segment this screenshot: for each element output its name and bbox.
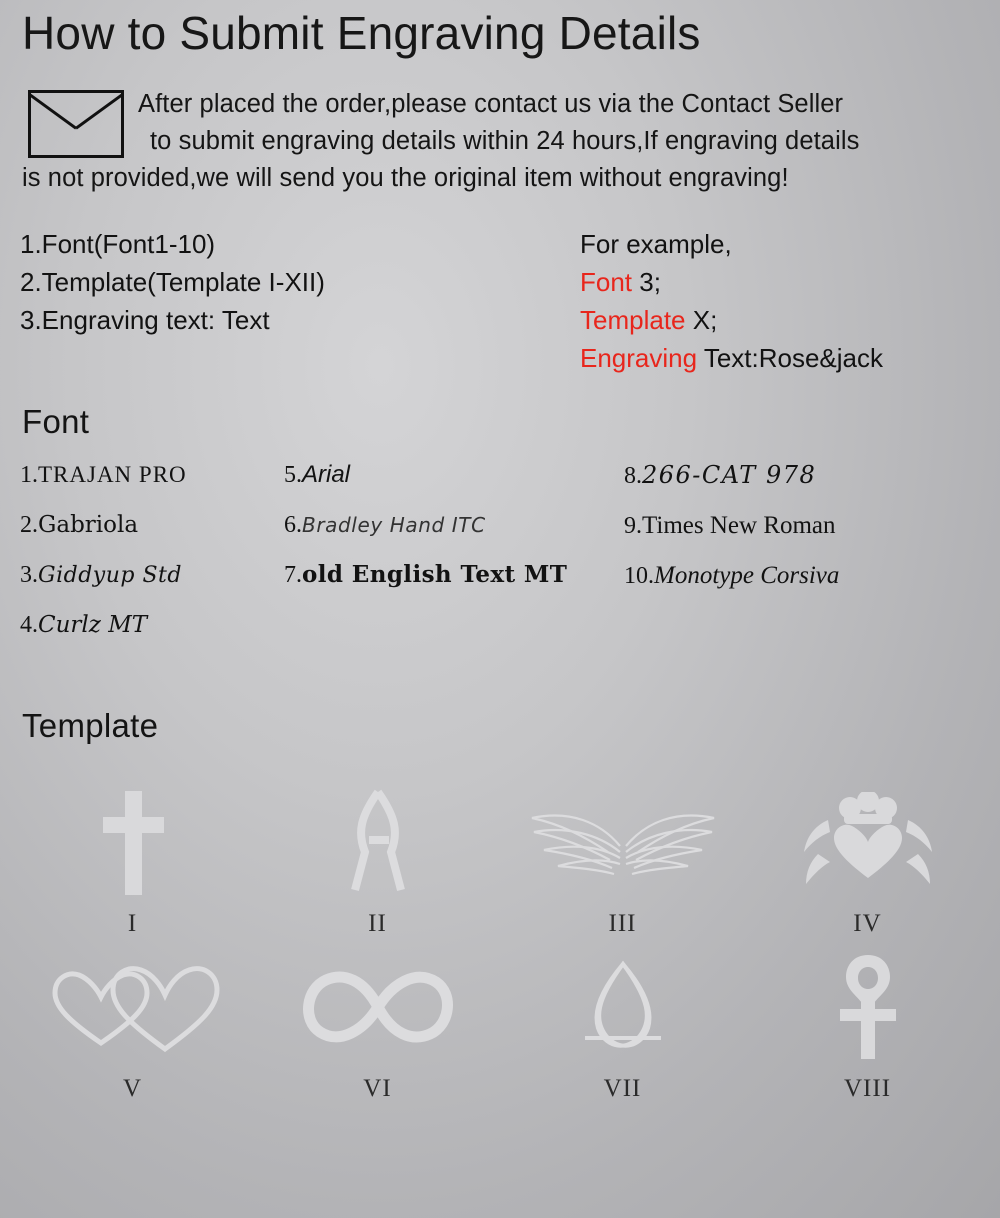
example-keyword: Engraving [580, 343, 698, 373]
template-label: V [122, 1075, 143, 1102]
template-label: VII [603, 1075, 642, 1102]
font-column-2 [284, 461, 624, 661]
example-value: Text:Rose&jack [697, 343, 884, 373]
example-keyword: Font [580, 267, 633, 297]
step-item: 2.Template(Template I-XII) [20, 267, 325, 297]
font-number: 10. [624, 563, 654, 589]
example-line [580, 339, 980, 377]
font-number: 3. [20, 562, 38, 588]
font-name: Monotype Corsiva [654, 562, 840, 589]
step-item: 1.Font(Font1-10) [20, 229, 216, 259]
angel-wings-icon [500, 782, 745, 902]
font-number: 7. [284, 562, 302, 588]
cross-icon [10, 782, 255, 902]
font-section-heading: Font [22, 403, 90, 440]
example-line [580, 301, 980, 339]
font-number: 2. [20, 512, 38, 538]
font-item [284, 561, 624, 589]
font-name: Giddyup Std [38, 563, 182, 588]
font-number: 9. [624, 513, 642, 539]
example-value: X; [685, 305, 718, 335]
font-item [624, 512, 980, 540]
font-name: old English Text MT [302, 561, 568, 588]
font-number: 6. [284, 512, 302, 538]
template-label: IV [853, 910, 882, 937]
envelope-icon [28, 90, 124, 158]
steps-list [20, 225, 580, 377]
font-item [624, 562, 980, 590]
font-item [20, 511, 284, 539]
claddagh-icon [745, 782, 990, 902]
ankh-icon [745, 947, 990, 1067]
example-keyword: Template [580, 305, 686, 335]
font-column-1 [20, 461, 284, 661]
font-number: 1. [20, 462, 38, 488]
font-number: 5. [284, 462, 302, 488]
font-name: Gabriola [38, 512, 139, 538]
font-item [20, 611, 284, 639]
font-name: Curlz MT [38, 612, 148, 638]
font-item [624, 461, 980, 490]
font-number: 4. [20, 612, 38, 638]
intro-line-3: is not provided,we will send you the original item without engraving! [22, 164, 789, 192]
template-label: I [127, 910, 138, 937]
intro-line-2: to submit engraving details within 24 hours,If engraving details [150, 127, 860, 155]
template-label: VI [363, 1075, 392, 1102]
font-name: TRAJAN PRO [38, 462, 187, 487]
font-name: Arial [302, 461, 351, 488]
template-item[interactable] [500, 938, 745, 1103]
font-name: 266-CAT 978 [642, 461, 817, 489]
intro-line-1: After placed the order,please contact us via the Contact Seller [138, 90, 844, 118]
example-value: 3; [632, 267, 661, 297]
example-line [580, 263, 980, 301]
font-list [0, 461, 1000, 661]
double-hearts-icon [10, 947, 255, 1067]
example-block [580, 225, 980, 377]
font-name: Bradley Hand ITC [302, 513, 486, 537]
instructions-row [0, 225, 1000, 377]
template-item[interactable] [500, 773, 745, 938]
page-title: How to Submit Engraving Details [22, 7, 701, 59]
step-item: 3.Engraving text: Text [20, 305, 270, 335]
template-label: III [608, 910, 637, 937]
intro-text [22, 86, 982, 197]
triquetra-icon [500, 947, 745, 1067]
template-item[interactable] [745, 773, 990, 938]
template-label: II [368, 910, 387, 937]
template-label: VIII [843, 1075, 892, 1102]
template-item[interactable] [255, 773, 500, 938]
template-grid [0, 773, 1000, 1103]
font-item [20, 561, 284, 589]
font-name: Times New Roman [642, 512, 836, 539]
template-item[interactable] [745, 938, 990, 1103]
template-item[interactable] [10, 773, 255, 938]
font-item [284, 511, 624, 539]
infinity-icon [255, 947, 500, 1067]
font-column-3 [624, 461, 980, 661]
template-section-heading: Template [22, 707, 159, 744]
template-item[interactable] [10, 938, 255, 1103]
awareness-ribbon-icon [255, 782, 500, 902]
font-item [284, 461, 624, 489]
template-item[interactable] [255, 938, 500, 1103]
intro-block [22, 86, 982, 197]
font-item [20, 461, 284, 489]
example-heading: For example, [580, 229, 732, 259]
font-number: 8. [624, 463, 642, 489]
